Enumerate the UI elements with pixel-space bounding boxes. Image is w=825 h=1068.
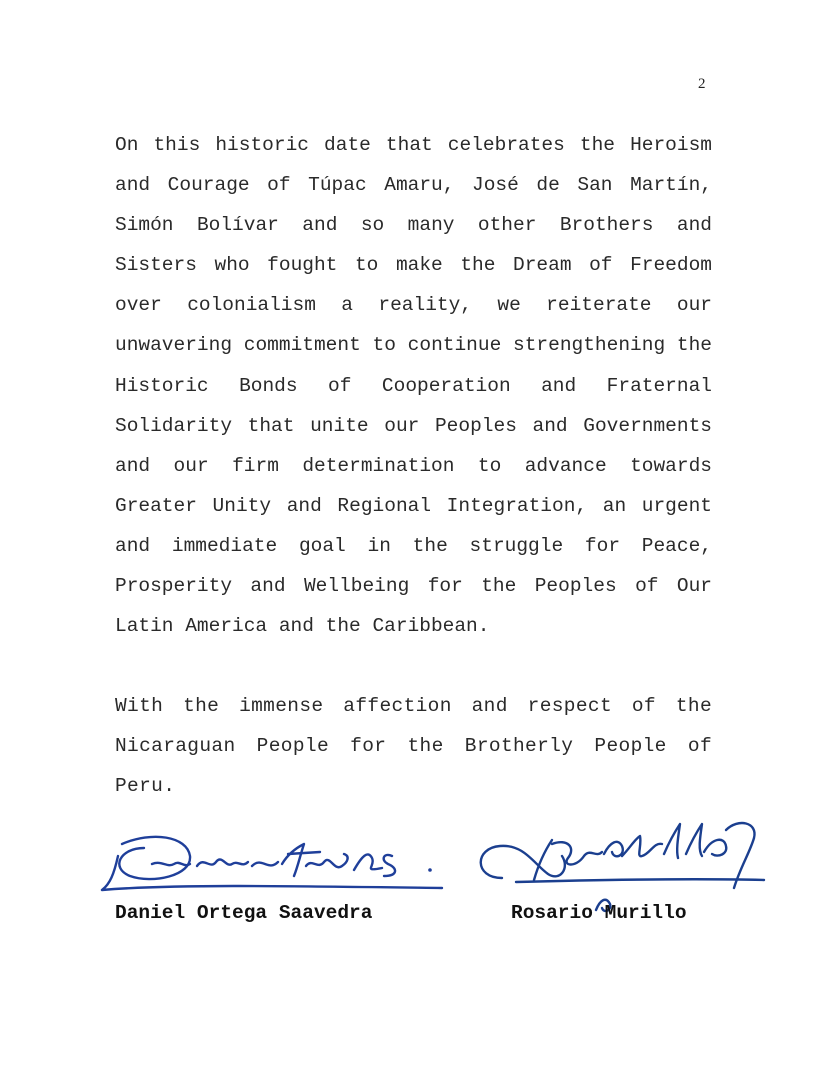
body-paragraph-2: With the immense affection and respect of the Nicaraguan People for the Brotherly People of Peru. xyxy=(115,695,712,798)
body-paragraph-1: On this historic date that celebrates the Heroism and Courage of Túpac Amaru, José de San Martín, Simón Bolívar and so many other Brothers and Sisters who fought to make the Dream of Freedom over colonialism a reality, we reiterate our unwavering commitment to continue strengthening the Historic Bonds of Cooperation and Fraternal Solidarity that unite our Peoples and Governments and our firm determination to advance towards Greater Unity and Regional Integration, an urgent and immediate goal in the struggle for Peace, Prosperity and Wellbeing for the Peoples of Our Latin America and the Caribbean. xyxy=(115,134,712,638)
signer-name-ortega: Daniel Ortega Saavedra xyxy=(115,902,373,924)
ortega-signature xyxy=(92,826,452,896)
signer-name-murillo: Rosario Murillo xyxy=(511,902,687,924)
page-number: 2 xyxy=(698,76,706,92)
